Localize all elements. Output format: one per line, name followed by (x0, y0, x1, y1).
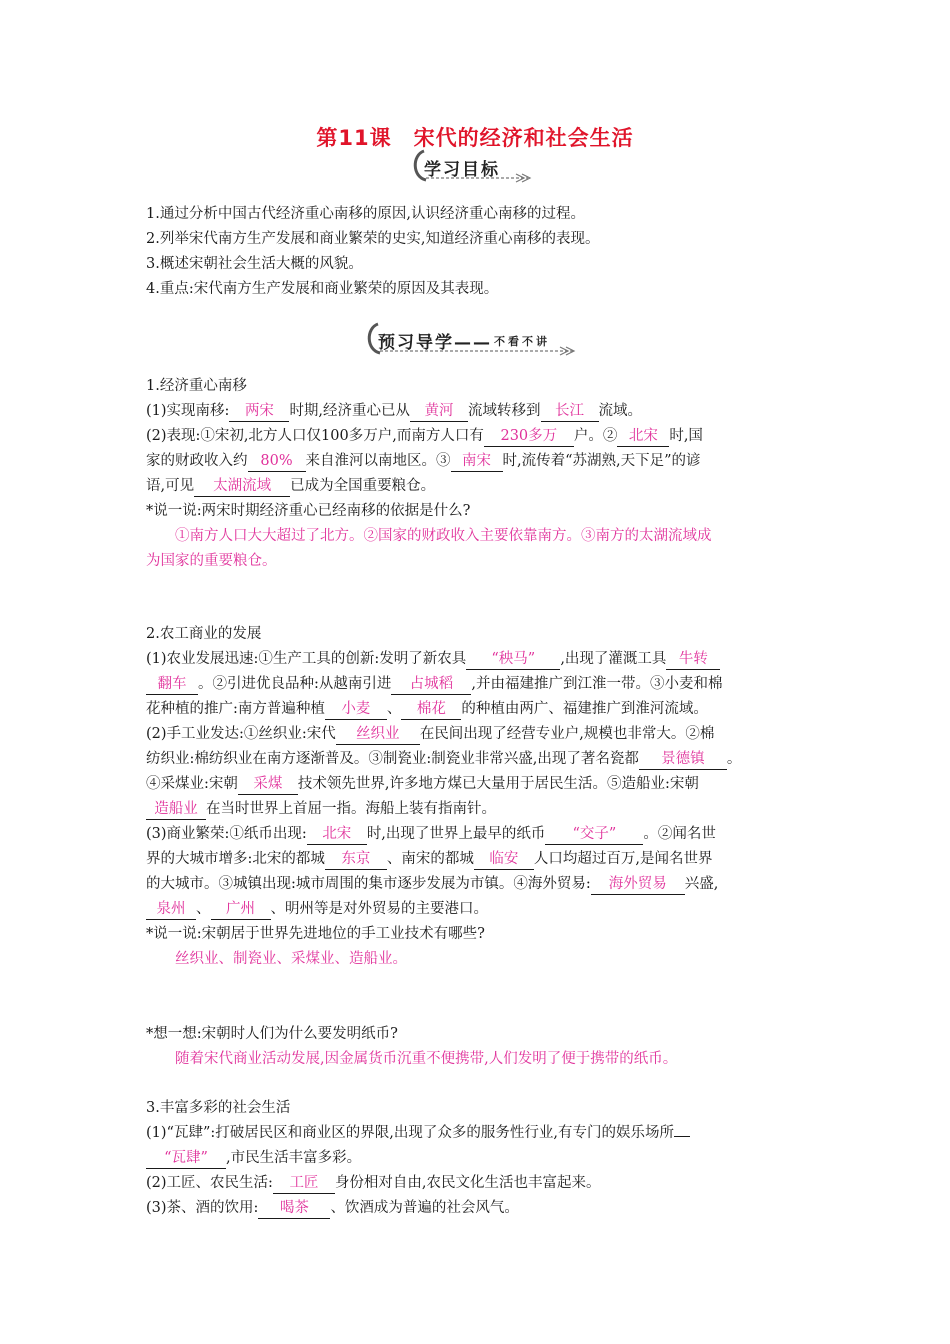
text-line: (1)实现南移: 两宋 时期,经济重心已从 黄河 流域转移到 长江 流域。 (146, 399, 808, 424)
question: *说一说:宋朝居于世界先进地位的手工业技术有哪些? (146, 926, 485, 942)
text-line: (1)“瓦肆”:打破居民区和商业区的界限,出现了众多的服务性行业,有专门的娱乐场所 (146, 1121, 808, 1146)
answer-text: ①南方人口大大超过了北方。②国家的财政收入主要依靠南方。③南方的太湖流域成 (175, 528, 712, 544)
answer-text: 丝织业、制瓷业、采煤业、造船业。 (175, 951, 407, 967)
answer-blank: 泉州 (146, 899, 196, 920)
answer-blank: 牛转 (666, 649, 720, 670)
answer-blank: 北宋 (617, 426, 669, 447)
section-agriculture-industry-commerce (146, 622, 808, 972)
answer-blank: 喝茶 (258, 1198, 330, 1219)
answer-text: 随着宋代商业活动发展,因金属货币沉重不便携带,人们发明了便于携带的纸币。 (175, 1051, 678, 1067)
answer-blank: 230多万 (484, 426, 574, 447)
text-line: 语,可见 太湖流域 已成为全国重要粮仓。 (146, 474, 808, 499)
objective-item: 2.列举宋代南方生产发展和商业繁荣的史实,知道经济重心南移的表现。 (146, 231, 600, 247)
answer-blank: “瓦肆” (146, 1148, 226, 1169)
answer-blank: 东京 (325, 849, 387, 870)
preview-banner (378, 328, 550, 353)
answer-text: 为国家的重要粮仓。 (146, 553, 277, 569)
preview-header: 预习导学—— (378, 333, 492, 353)
text-line: 翻车 。②引进优良品种:从越南引进 占城稻 ,并由福建推广到江淮一带。③小麦和棉 (146, 672, 808, 697)
answer-blank: “秧马” (466, 649, 560, 670)
answer-blank: 广州 (211, 899, 271, 920)
section-economic-shift (146, 374, 808, 574)
section-heading: 3.丰富多彩的社会生活 (146, 1100, 291, 1116)
question: *说一说:两宋时期经济重心已经南移的依据是什么? (146, 503, 471, 519)
answer-blank: 两宋 (229, 401, 289, 422)
question: *想一想:宋朝时人们为什么要发明纸币? (146, 1026, 398, 1042)
answer-blank (674, 1136, 690, 1137)
text-line: (2)表现:①宋初,北方人口仅100多万户,而南方人口有 230多万 户。② 北宋 时,国 (146, 424, 808, 449)
answer-blank: 黄河 (410, 401, 468, 422)
answer-blank: 工匠 (273, 1173, 335, 1194)
answer-blank: 翻车 (146, 674, 198, 695)
answer-blank: 丝织业 (336, 724, 420, 745)
text-line: 花种植的推广:南方普遍种植 小麦 、 棉花 的种植由两广、福建推广到淮河流域。 (146, 697, 808, 722)
section-social-life (146, 1096, 808, 1221)
answer-blank: 棉花 (401, 699, 461, 720)
preview-subheader: 不看不讲 (494, 334, 550, 348)
text-line: 纺织业:棉纺织业在南方逐渐普及。③制瓷业:制瓷业非常兴盛,出现了著名瓷都 景德镇 。 (146, 747, 808, 772)
answer-blank: 北宋 (307, 824, 367, 845)
text-line: (3)商业繁荣:①纸币出现: 北宋 时,出现了世界上最早的纸币 “交子” 。②闻名世 (146, 822, 808, 847)
answer-blank: 临安 (474, 849, 534, 870)
answer-blank: 80% (248, 451, 306, 472)
text-line: 的大城市。③城镇出现:城市周围的集市逐步发展为市镇。④海外贸易: 海外贸易 兴盛, (146, 872, 808, 897)
text-line: (2)工匠、农民生活: 工匠 身份相对自由,农民文化生活也丰富起来。 (146, 1171, 808, 1196)
answer-blank: 景德镇 (639, 749, 727, 770)
page-title: 第11课 宋代的经济和社会生活 (316, 126, 634, 150)
text-line: “瓦肆” ,市民生活丰富多彩。 (146, 1146, 808, 1171)
objective-item: 1.通过分析中国古代经济重心南移的原因,认识经济重心南移的过程。 (146, 206, 585, 222)
text-line: 造船业 在当时世界上首屈一指。海船上装有指南针。 (146, 797, 808, 822)
answer-blank: 长江 (541, 401, 599, 422)
objective-item: 4.重点:宋代南方生产发展和商业繁荣的原因及其表现。 (146, 281, 499, 297)
section-paper-money-question (146, 1022, 808, 1072)
answer-blank: “交子” (545, 824, 643, 845)
text-line: (2)手工业发达:①丝织业:宋代 丝织业 在民间出现了经营专业户,规模也非常大。②棉 (146, 722, 808, 747)
objectives-header: 学习目标 (424, 160, 500, 180)
section-heading: 2.农工商业的发展 (146, 626, 262, 642)
answer-blank: 小麦 (325, 699, 387, 720)
text-line: 泉州 、 广州 、明州等是对外贸易的主要港口。 (146, 897, 808, 922)
answer-blank: 采煤 (238, 774, 298, 795)
answer-blank: 太湖流域 (194, 476, 290, 497)
objective-item: 3.概述宋朝社会生活大概的风貌。 (146, 256, 363, 272)
text-line: 家的财政收入约 80% 来自淮河以南地区。③ 南宋 时,流传着“苏湖熟,天下足”的谚 (146, 449, 808, 474)
answer-blank: 占城稻 (391, 674, 471, 695)
text-line: (3)茶、酒的饮用: 喝茶 、饮酒成为普遍的社会风气。 (146, 1196, 808, 1221)
answer-blank: 南宋 (451, 451, 503, 472)
text-line: 界的大城市增多:北宋的都城 东京 、南宋的都城 临安 人口均超过百万,是闻名世界 (146, 847, 808, 872)
objectives-list (146, 202, 808, 302)
answer-blank: 海外贸易 (591, 874, 685, 895)
objectives-banner (424, 155, 500, 180)
text-line: ④采煤业:宋朝 采煤 技术领先世界,许多地方煤已大量用于居民生活。⑤造船业:宋朝 (146, 772, 808, 797)
text-line: (1)农业发展迅速:①生产工具的创新:发明了新农具 “秧马” ,出现了灌溉工具 牛转 (146, 647, 808, 672)
section-heading: 1.经济重心南移 (146, 378, 247, 394)
answer-blank: 造船业 (146, 799, 206, 820)
